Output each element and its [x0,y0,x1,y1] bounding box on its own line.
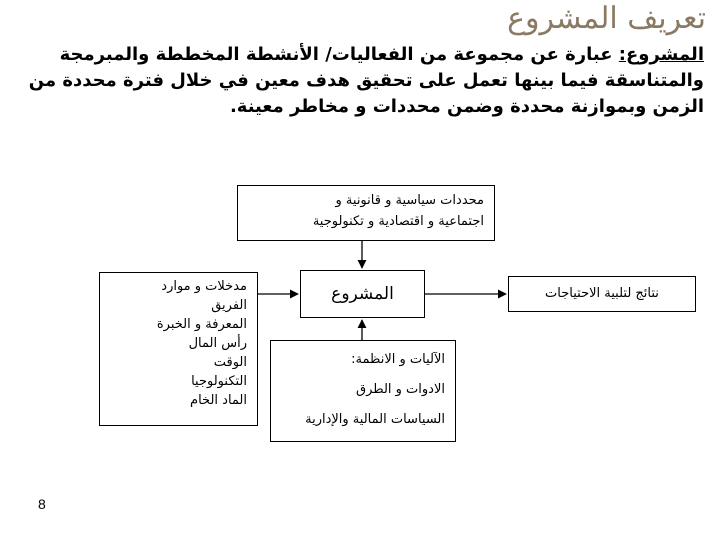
input-item-team: الفريق [211,298,247,313]
definition-text: عبارة عن مجموعة من الفعاليات/ الأنشطة المخططة والمبرمجة والمتناسقة فيما بينها تعمل على تحقيق هدف معين في خلال فترة محددة من الزمن وبموازنة محددة وضمن محددات و مخاطر معينة. [28,44,704,117]
input-item-time: الوقت [213,355,247,370]
input-item-knowledge: المعرفة و الخبرة [156,317,247,332]
outputs-box: نتائج لتلبية الاحتياجات [508,276,696,312]
input-item-technology: التكنولوجيا [191,374,247,389]
slide-title: تعريف المشروع [507,1,706,36]
constraints-box [237,185,495,241]
input-item-raw-material: الماد الخام [190,393,247,408]
constraints-line-2: اجتماعية و اقتصادية و تكنولوجية [312,214,484,229]
inputs-box [99,272,258,426]
page-number: 8 [38,496,46,512]
mechanism-item-tools: الادوات و الطرق [356,382,445,397]
project-box: المشروع [300,270,425,318]
definition-term: المشروع: [618,44,704,65]
constraints-line-1: محددات سياسية و قانونية و [335,193,484,208]
mechanisms-box [270,340,456,442]
mechanism-item-policies: السياسات المالية والإدارية [305,412,445,427]
input-item-capital: رأس المال [188,336,247,351]
inputs-heading: مدخلات و موارد [161,279,247,294]
mechanisms-heading: الآليات و الانظمة: [351,352,445,367]
